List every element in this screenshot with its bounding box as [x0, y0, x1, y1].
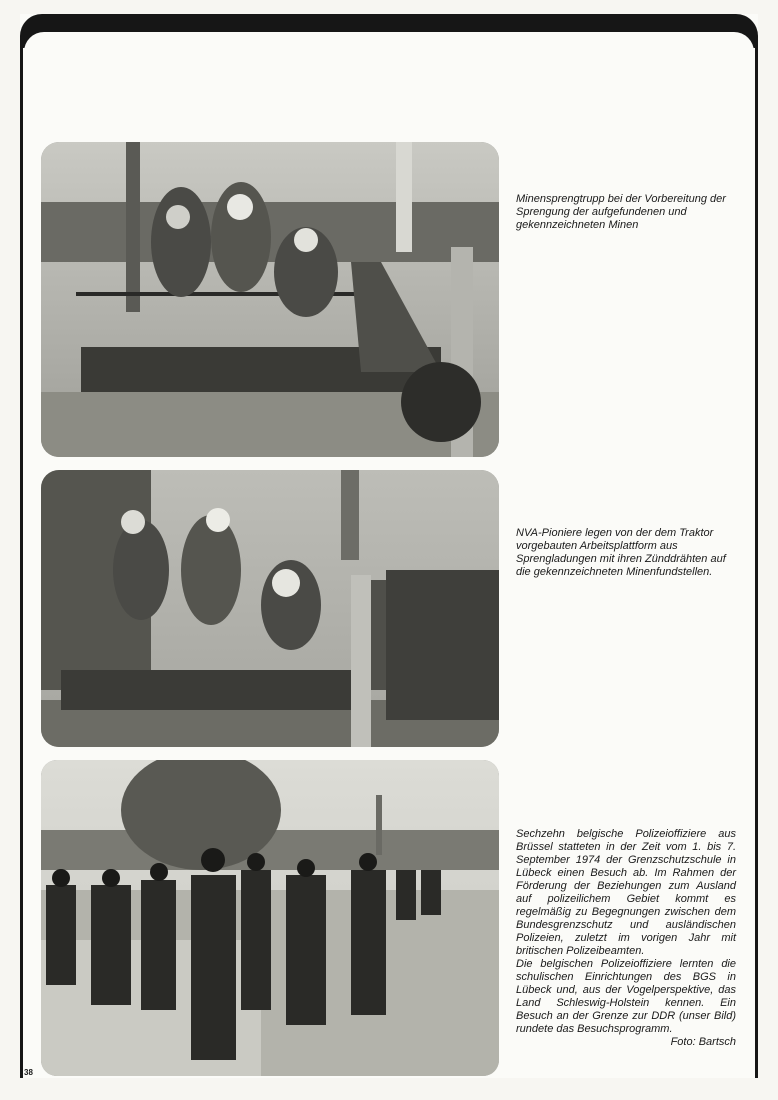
right-border	[755, 40, 758, 1078]
photo-belgian-officers	[41, 760, 499, 1076]
photo-nva-pioneers-image	[41, 470, 499, 747]
photo-mine-team	[41, 142, 499, 457]
photo-credit-line	[516, 1036, 736, 1049]
caption-photo1: Minensprengtrupp bei der Vorbereitung der Sprengung der aufgefundenen und gekennzeichneten Minen	[516, 193, 726, 231]
caption-photo2: NVA-Pioniere legen von der dem Traktor vorgebauten Arbeitsplattform aus Sprengladungen mit ihren Zünddrähten auf die gekennzeichneten Minenfundstellen.	[516, 527, 726, 578]
caption-photo3-paragraph1: Sechzehn belgische Polizeioffiziere aus Brüssel statteten in der Zeit vom 1. bis 7. September 1974 der Grenzschutzschule in Lübeck einen Besuch ab. Im Rahmen der Förderung der Beziehungen zum Ausland auf polizeilichem Gebiet kommt es regelmäßig zu Begegnungen zwischen dem Bundesgrenzschutz und ausländischen Polizeien, zuletzt im vorigen Jahr mit britischen Polizeibeamten.	[516, 828, 736, 957]
photo-nva-pioneers	[41, 470, 499, 747]
photo-mine-team-image	[41, 142, 499, 457]
photo-belgian-officers-image	[41, 760, 499, 1076]
photo-credit: Foto: Bartsch	[670, 1036, 736, 1048]
page-number: 38	[24, 1068, 33, 1077]
left-border	[20, 40, 23, 1078]
caption-photo3-paragraph2: Die belgischen Polizeioffiziere lernten die schulischen Einrichtungen des BGS in Lübeck und, aus der Vogelperspektive, das Land Schleswig-Holstein kennen. Ein Besuch an der Grenze zur DDR (unser Bild) rundete das Besuchsprogramm.	[516, 958, 736, 1035]
top-border-inner	[24, 32, 754, 62]
caption-photo3	[516, 828, 736, 1049]
